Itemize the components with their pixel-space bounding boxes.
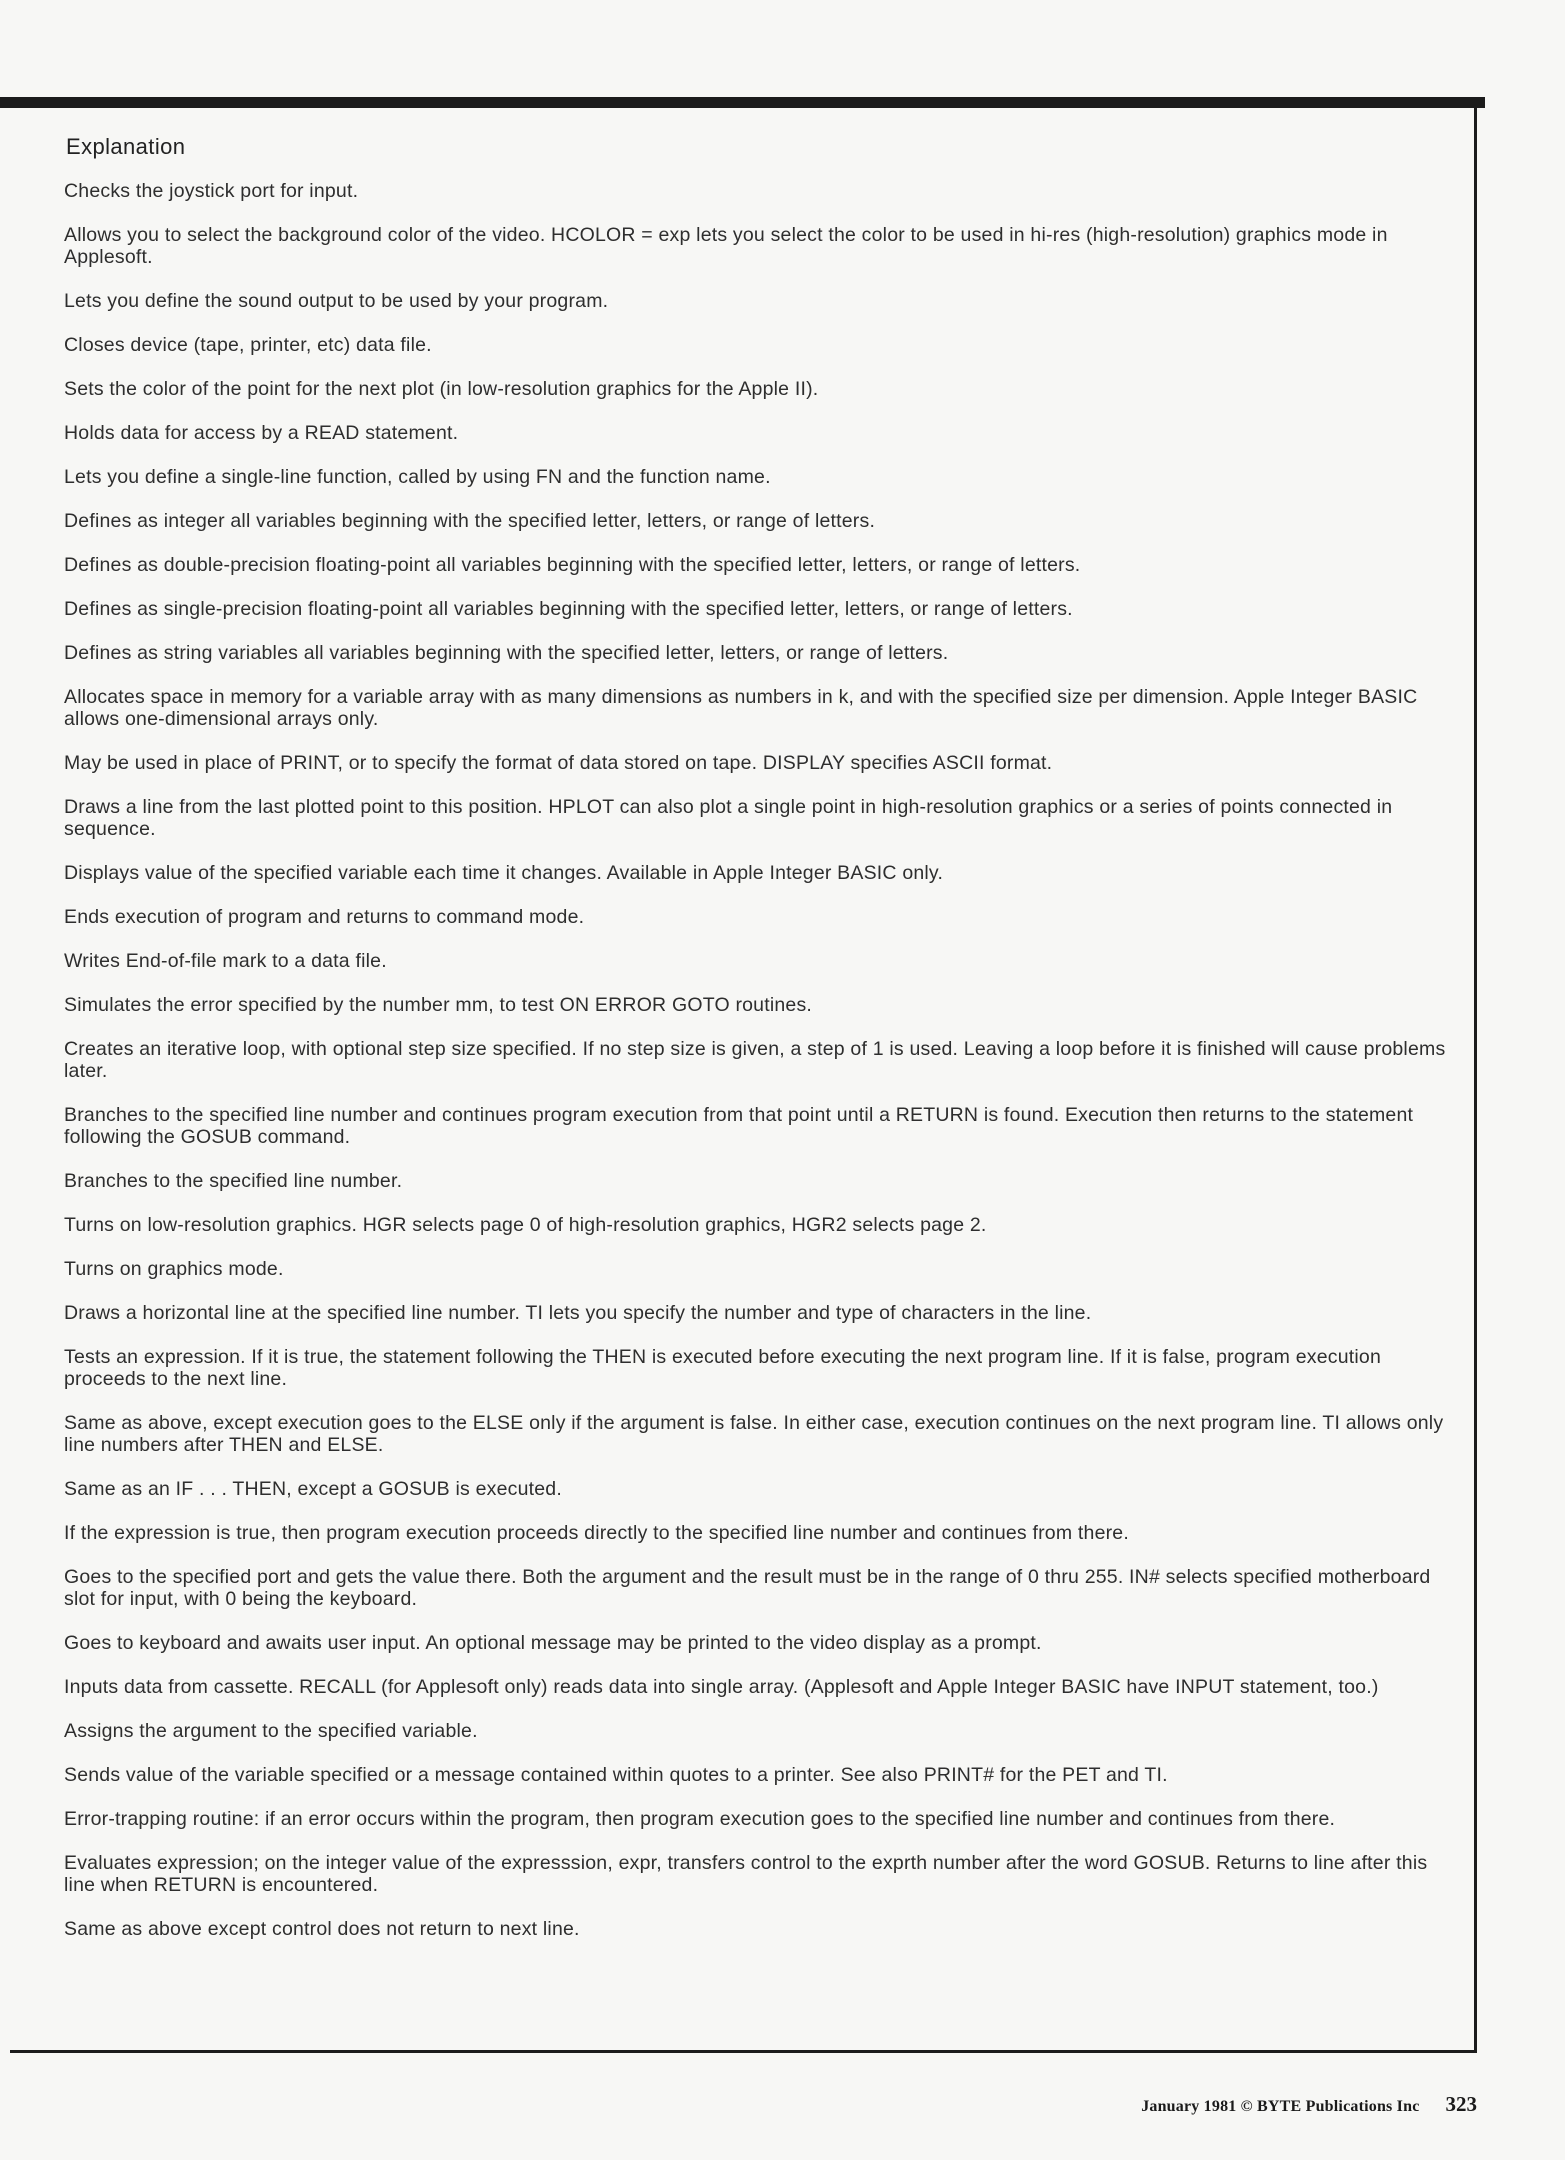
explanation-entry: Ends execution of program and returns to command mode. xyxy=(64,906,585,928)
right-rule xyxy=(1474,108,1477,2051)
explanation-entry: Branches to the specified line number and continues program execution from that point until a RETURN is found. Execution then returns to the statement following the GOSUB command. xyxy=(64,1104,1414,1148)
publication-credit: January 1981 © BYTE Publications Inc xyxy=(1141,2098,1420,2115)
explanation-entry: Draws a line from the last plotted point to this position. HPLOT can also plot a single point in high-resolution graphics or a series of points connected in sequence. xyxy=(64,796,1393,840)
explanation-entry: Assigns the argument to the specified variable. xyxy=(64,1720,478,1742)
explanation-entry: Goes to keyboard and awaits user input. An optional message may be printed to the video display as a prompt. xyxy=(64,1632,1042,1654)
explanation-entry: Simulates the error specified by the number mm, to test ON ERROR GOTO routines. xyxy=(64,994,813,1016)
explanation-entry: Closes device (tape, printer, etc) data file. xyxy=(64,334,432,356)
column-heading: Explanation xyxy=(66,134,186,159)
explanation-entry: Allows you to select the background color of the video. HCOLOR = exp lets you select the color to be used in hi-res (high-resolution) graphics mode in Applesoft. xyxy=(64,224,1388,268)
explanation-column xyxy=(64,134,1450,1962)
top-rule xyxy=(0,97,1485,108)
bottom-rule xyxy=(10,2050,1477,2053)
explanation-entry: Tests an expression. If it is true, the statement following the THEN is executed before executing the next program line. If it is false, program execution proceeds to the next line. xyxy=(64,1346,1381,1390)
explanation-entry: Error-trapping routine: if an error occurs within the program, then program execution goes to the specified line number and continues from there. xyxy=(64,1808,1336,1830)
explanation-entry: Displays value of the specified variable each time it changes. Available in Apple Integer BASIC only. xyxy=(64,862,944,884)
explanation-entry: Holds data for access by a READ statement. xyxy=(64,422,459,444)
explanation-entry: Branches to the specified line number. xyxy=(64,1170,403,1192)
explanation-entry: Same as above except control does not return to next line. xyxy=(64,1918,580,1940)
explanation-entry: Evaluates expression; on the integer value of the expresssion, expr, transfers control to the exprth number after the word GOSUB. Returns to line after this line when RETURN is encountered. xyxy=(64,1852,1428,1896)
explanation-entry: Allocates space in memory for a variable array with as many dimensions as numbers in k, and with the specified size per dimension. Apple Integer BASIC allows one-dimensional arrays only. xyxy=(64,686,1418,730)
explanation-entry: Draws a horizontal line at the specified line number. TI lets you specify the number and type of characters in the line. xyxy=(64,1302,1092,1324)
explanation-entry: Inputs data from cassette. RECALL (for Applesoft only) reads data into single array. (Applesoft and Apple Integer BASIC have INPUT statement, too.) xyxy=(64,1676,1379,1698)
explanation-entry: Lets you define a single-line function, called by using FN and the function name. xyxy=(64,466,771,488)
explanation-entry: Same as an IF . . . THEN, except a GOSUB is executed. xyxy=(64,1478,562,1500)
page-footer xyxy=(1141,2092,1477,2117)
explanation-entry: If the expression is true, then program execution proceeds directly to the specified line number and continues from there. xyxy=(64,1522,1129,1544)
explanation-entry: Same as above, except execution goes to the ELSE only if the argument is false. In either case, execution continues on the next program line. TI allows only line numbers after THEN and ELSE. xyxy=(64,1412,1444,1456)
explanation-entry: Defines as string variables all variables beginning with the specified letter, letters, or range of letters. xyxy=(64,642,949,664)
explanation-entry: Writes End-of-file mark to a data file. xyxy=(64,950,387,972)
explanation-entry: Defines as single-precision floating-point all variables beginning with the specified letter, letters, or range of letters. xyxy=(64,598,1073,620)
explanation-entry: Defines as integer all variables beginning with the specified letter, letters, or range of letters. xyxy=(64,510,876,532)
page-number: 323 xyxy=(1445,2092,1477,2116)
explanation-entry: Defines as double-precision floating-point all variables beginning with the specified letter, letters, or range of letters. xyxy=(64,554,1081,576)
explanation-entry: Turns on graphics mode. xyxy=(64,1258,284,1280)
explanation-entry: Lets you define the sound output to be used by your program. xyxy=(64,290,609,312)
explanation-entry: Sends value of the variable specified or a message contained within quotes to a printer. See also PRINT# for the PET and TI. xyxy=(64,1764,1168,1786)
explanation-entry: May be used in place of PRINT, or to specify the format of data stored on tape. DISPLAY specifies ASCII format. xyxy=(64,752,1053,774)
explanation-entry: Creates an iterative loop, with optional step size specified. If no step size is given, a step of 1 is used. Leaving a loop before it is finished will cause problems later. xyxy=(64,1038,1446,1082)
explanation-entry: Goes to the specified port and gets the value there. Both the argument and the result must be in the range of 0 thru 255. IN# selects specified motherboard slot for input, with 0 being the keyboard. xyxy=(64,1566,1431,1610)
explanation-entry: Checks the joystick port for input. xyxy=(64,180,359,202)
explanation-entry: Sets the color of the point for the next plot (in low-resolution graphics for the Apple II). xyxy=(64,378,819,400)
explanation-entry: Turns on low-resolution graphics. HGR selects page 0 of high-resolution graphics, HGR2 selects page 2. xyxy=(64,1214,987,1236)
